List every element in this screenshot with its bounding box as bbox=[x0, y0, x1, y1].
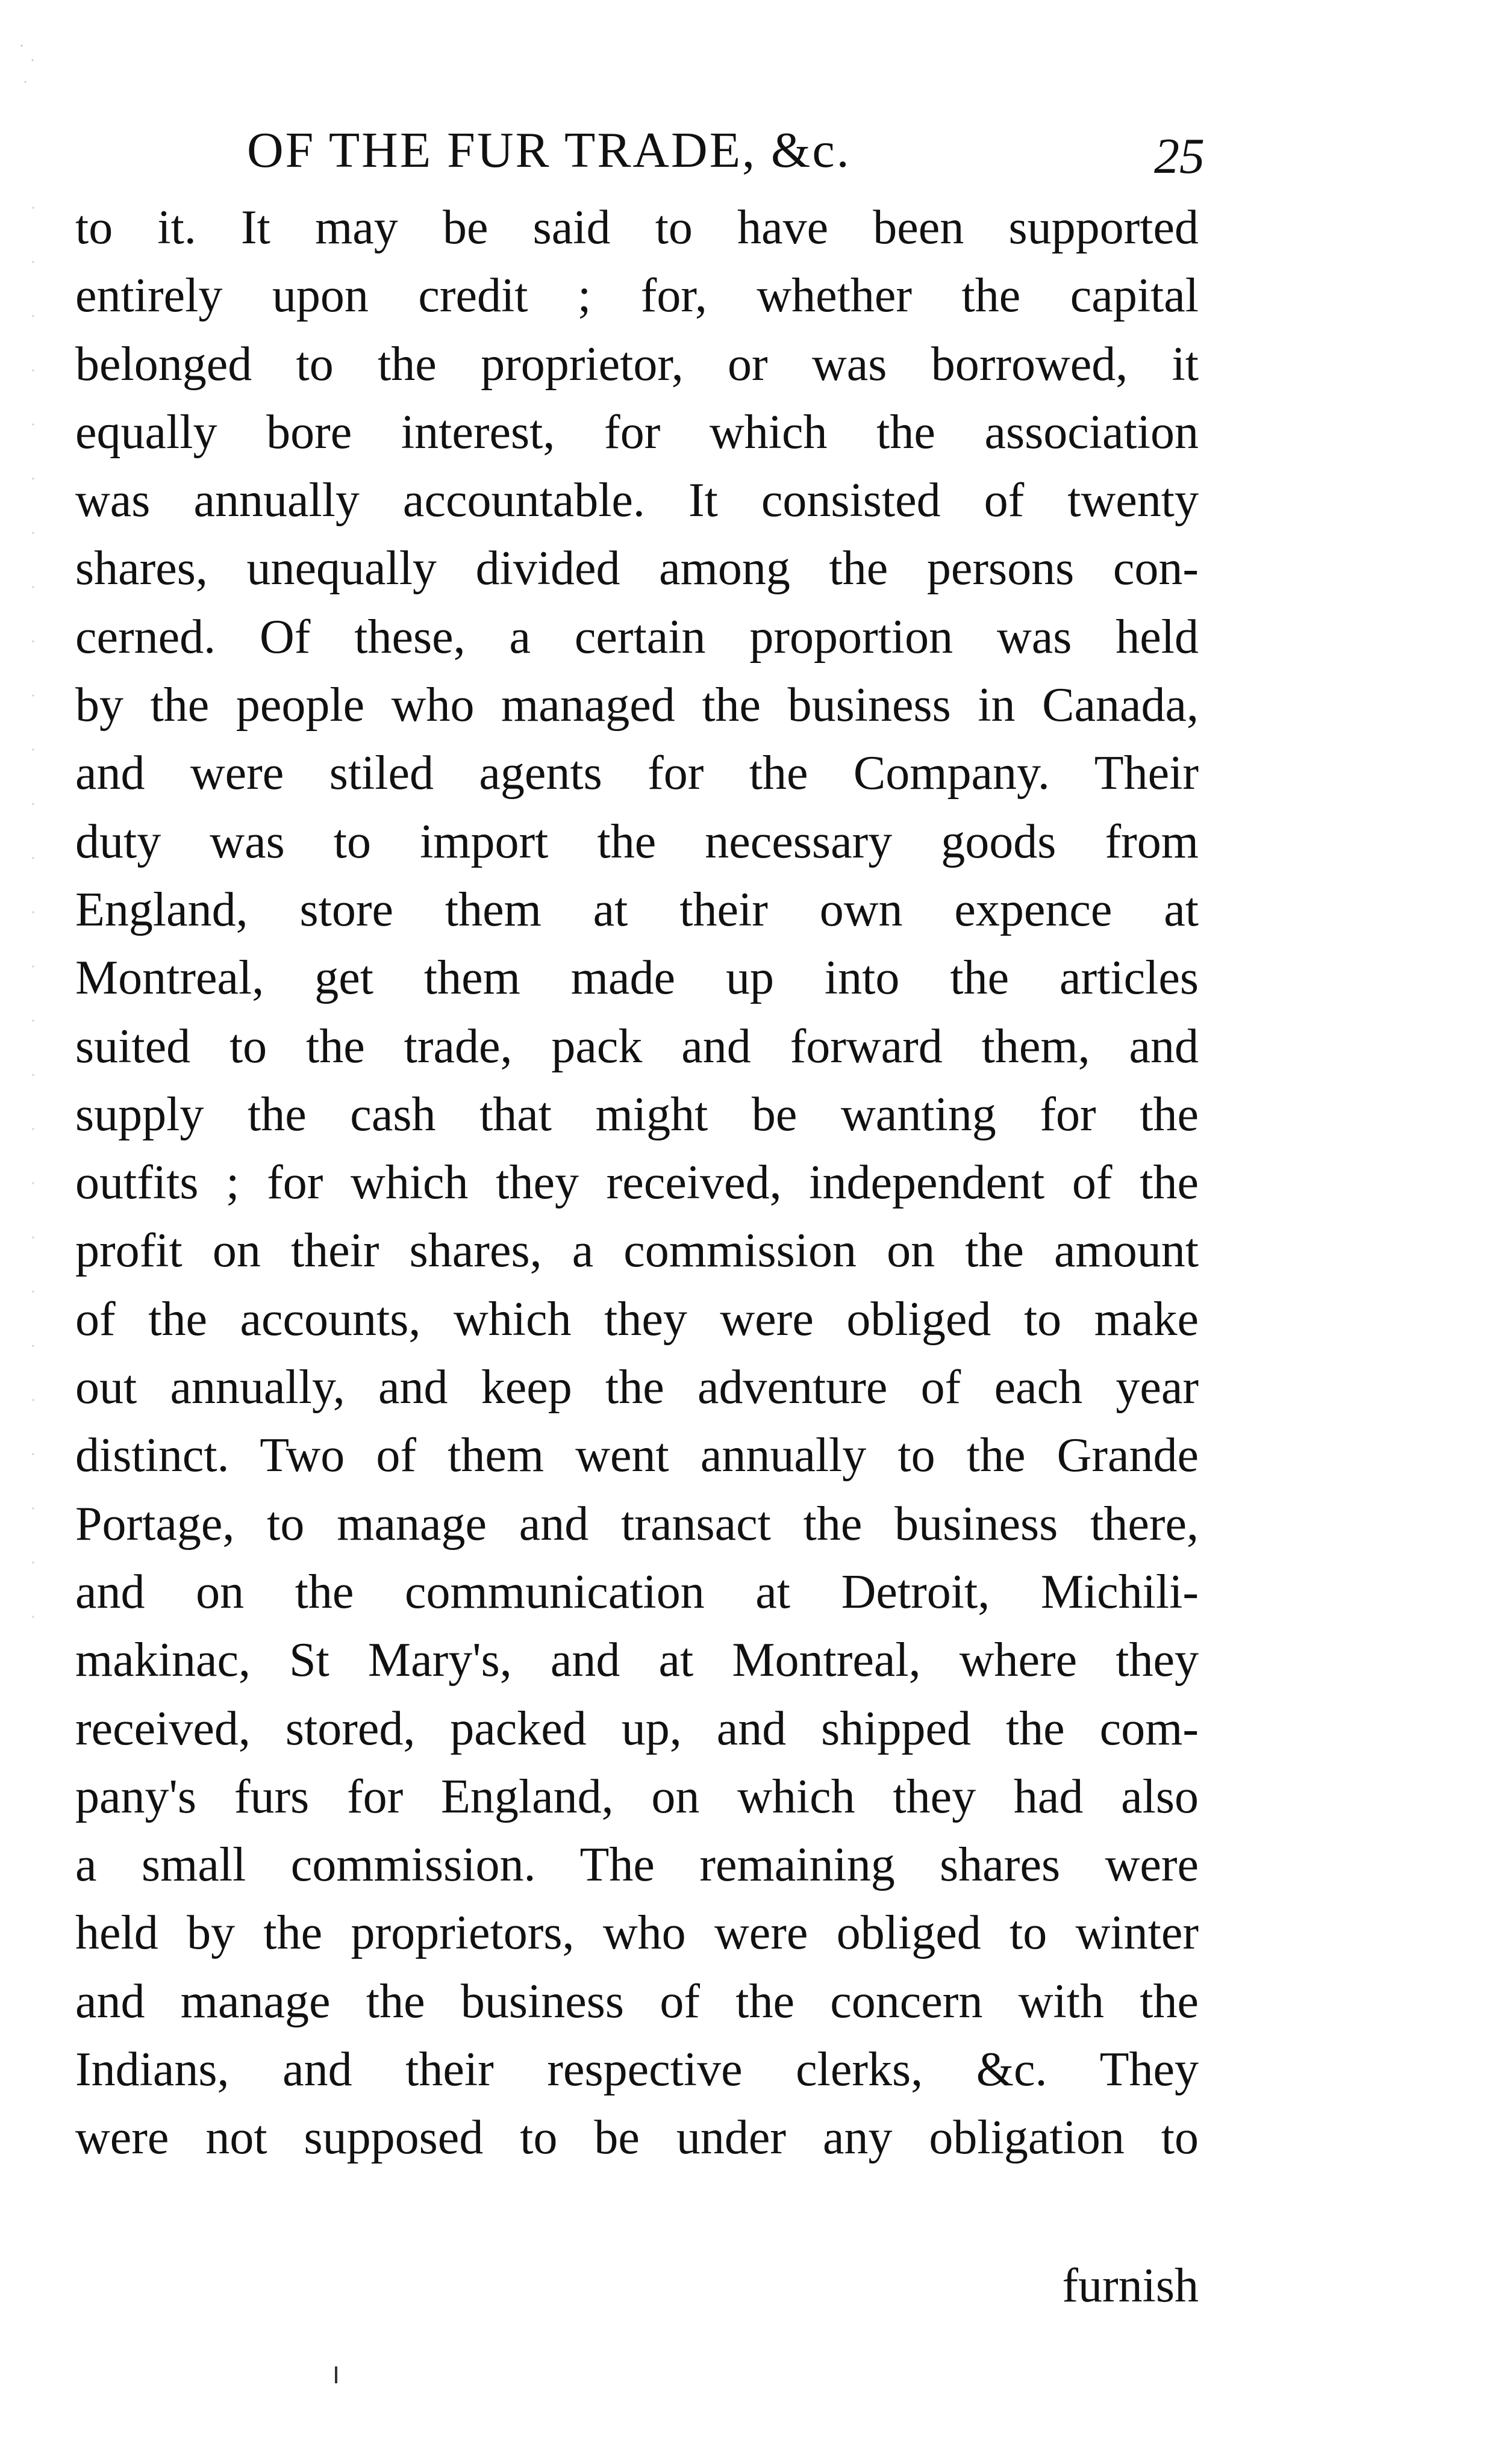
catchword: furnish bbox=[1062, 2259, 1199, 2312]
text-line: entirely upon credit ; for, whether the capital bbox=[75, 269, 1199, 323]
text-line: out annually, and keep the adventure of each year bbox=[75, 1361, 1199, 1414]
printer-mark bbox=[335, 2366, 337, 2383]
text-line: suited to the trade, pack and forward them, and bbox=[75, 1019, 1199, 1073]
text-line: of the accounts, which they were obliged to make bbox=[75, 1292, 1199, 1346]
text-line: supply the cash that might be wanting for the bbox=[75, 1087, 1199, 1141]
text-line: pany's furs for England, on which they had also bbox=[75, 1770, 1199, 1823]
running-head: OF THE FUR TRADE, &c. bbox=[247, 122, 851, 178]
text-line: shares, unequally divided among the persons con- bbox=[75, 542, 1199, 596]
text-line: by the people who managed the business in Canada, bbox=[75, 679, 1199, 732]
text-line: distinct. Two of them went annually to the Grande bbox=[75, 1429, 1199, 1482]
text-line: equally bore interest, for which the association bbox=[75, 405, 1199, 459]
text-line: and on the communication at Detroit, Michili- bbox=[75, 1565, 1199, 1619]
binding-margin-dots bbox=[24, 181, 42, 1626]
text-line: outfits ; for which they received, independent of the bbox=[75, 1156, 1199, 1210]
text-line: belonged to the proprietor, or was borrowed, it bbox=[75, 337, 1199, 391]
text-line: Montreal, get them made up into the articles bbox=[75, 951, 1199, 1005]
text-line: and manage the business of the concern with the bbox=[75, 1974, 1199, 2028]
text-line: were not supposed to be under any obligation to bbox=[75, 2111, 1199, 2165]
text-line: England, store them at their own expence at bbox=[75, 883, 1199, 936]
text-line: and were stiled agents for the Company. Their bbox=[75, 747, 1199, 800]
text-line: held by the proprietors, who were obliged to winter bbox=[75, 1906, 1199, 1960]
text-line: to it. It may be said to have been supported bbox=[75, 201, 1199, 254]
page-speckle bbox=[11, 24, 47, 96]
page-number: 25 bbox=[1154, 128, 1205, 184]
text-line: profit on their shares, a commission on the amount bbox=[75, 1224, 1199, 1278]
body-text bbox=[75, 194, 1199, 2173]
text-line: received, stored, packed up, and shipped the com- bbox=[75, 1702, 1199, 1755]
text-line: Portage, to manage and transact the business there, bbox=[75, 1497, 1199, 1551]
text-line: a small commission. The remaining shares were bbox=[75, 1838, 1199, 1892]
text-line: Indians, and their respective clerks, &c. They bbox=[75, 2043, 1199, 2097]
text-line: cerned. Of these, a certain proportion was held bbox=[75, 610, 1199, 664]
text-line: duty was to import the necessary goods from bbox=[75, 815, 1199, 868]
text-line: makinac, St Mary's, and at Montreal, where they bbox=[75, 1634, 1199, 1687]
text-line: was annually accountable. It consisted of twenty bbox=[75, 474, 1199, 527]
